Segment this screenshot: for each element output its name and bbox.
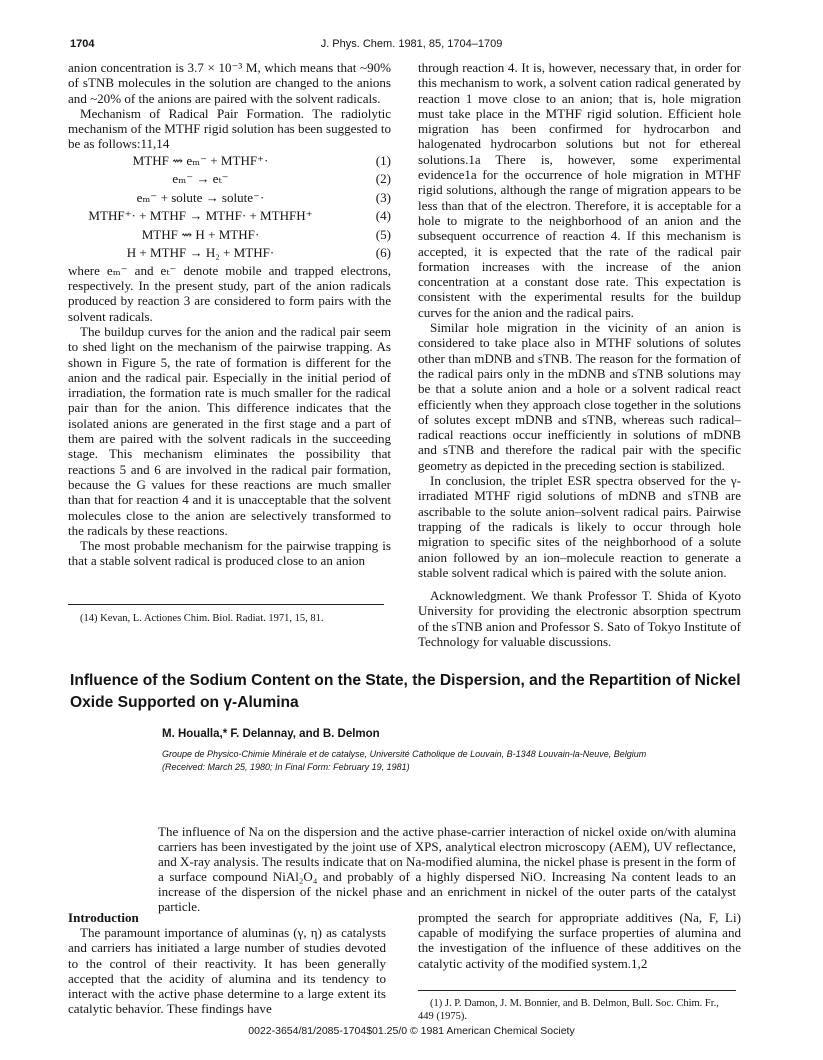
section-heading: Introduction: [68, 910, 139, 925]
footnote: (14) Kevan, L. Actiones Chim. Biol. Radiat. 1971, 15, 81.: [80, 613, 324, 624]
paragraph: Mechanism of Radical Pair Formation. The radiolytic mechanism of the MTHF rigid solution has been suggested to be as follows:11,14: [68, 105, 391, 152]
equation-body: MTHF ⇝ eₘ⁻ + MTHF⁺·: [132, 152, 269, 168]
paragraph: The buildup curves for the anion and the radical pair seem to shed light on the mechanism of the pairwise trapping. As shown in Figure 5, the rate of formation is different for the anion and the radical pair. Especially in the initial period of irradiation, the formation rate is much smaller for the radical pair than for the anion. This difference indicates that the isolated anions are generated in the first stage and a part of them are paired with the solvent radicals in the succeeding stage. This mechanism eliminates the possibility that reactions 5 and 6 are involved in the radical pair formation, because the G values for these reactions are much smaller than that for reaction 4 and it is unacceptable that the solvent molecules close to the anion are selectively transformed to the radicals by these reactions.: [68, 323, 391, 538]
equation-body: MTHF⁺· + MTHF → MTHF· + MTHFH⁺: [88, 208, 313, 224]
paragraph: through reaction 4. It is, however, necessary that, in order for this mechanism to work, a solvent cation radical generated by reaction 1 move close to an anion; that is, hole migration must take place in the MTHF rigid solution. Efficient hole migration has been confirmed for hydrocarbon and halogenated hydrocarbon solutions but not for ethereal solutions.1a There is, however, some experimental evidence1a for the occurrence of hole migration in MTHF rigid solutions, although the range of migration appears to be less than that of the electron. Therefore, it is acceptable for a hole to migrate to the neighborhood of an anion and the subsequent occurrence of reaction 4. If this mechanism is accepted, it is expected that the rate of the radical pair formation increases with the increase of the anion concentration at a constant dose rate. This expectation is consistent with the experimental results for the buildup curves for the anion and the radical pairs.: [418, 60, 741, 320]
equation-number: (3): [375, 189, 391, 205]
equation: [68, 152, 391, 171]
abstract: The influence of Na on the dispersion and the active phase-carrier interaction of nickel oxide on/with alumina carriers has been investigated by the joint use of XPS, analytical electron microscopy (AEM), UV reflectance, and X-ray analysis. The results indicate that on Na-modified alumina, the nickel phase is present in the form of a surface compound NiAl₂O₄ and probably of a highly dispersed NiO. Increasing Na content leads to an increase of the dispersion of the nickel phase and an enrichment in nickel of the outer parts of the catalyst particle.: [158, 824, 736, 915]
equation-number: (2): [375, 171, 391, 187]
paragraph: The paramount importance of aluminas (γ, η) as catalysts and carriers has initiated a large number of studies devoted to the control of their reactivity. It has been generally accepted that the acidity of alumina and its tendency to interact with the active phase determine to a large extent its catalytic behavior. These findings have: [68, 925, 386, 1017]
equation: [68, 244, 391, 263]
paragraph: anion concentration is 3.7 × 10⁻³ M, which means that ~90% of sTNB molecules in the solution are changed to the anions and ~20% of the anions are paired with the solvent radicals.: [68, 60, 391, 106]
paragraph: In conclusion, the triplet ESR spectra observed for the γ-irradiated MTHF rigid solutions of mDNB and sTNB are ascribable to the solute anion–solvent radical pairs. Pairwise trapping of the radicals is likely to occur through hole migration to specific sites of the neighborhood of a solute anion followed by an ion–molecule reaction to generate a stable solvent radical which is paired with the solute anion.: [418, 473, 741, 580]
equation-body: eₘ⁻ → eₜ⁻: [172, 171, 229, 187]
equation: [68, 189, 391, 208]
equation: [68, 170, 391, 189]
authors: M. Houalla,* F. Delannay, and B. Delmon: [162, 728, 380, 740]
equation-list: [68, 152, 391, 263]
equation-number: (5): [375, 226, 391, 242]
paragraph: The most probable mechanism for the pairwise trapping is that a stable solvent radical is produced close to an anion: [68, 538, 391, 569]
equation-body: H + MTHF → H₂ + MTHF·: [126, 245, 275, 261]
received-dates: (Received: March 25, 1980; In Final Form: February 19, 1981): [162, 761, 410, 772]
equation: [68, 207, 391, 226]
copyright-footer: 0022-3654/81/2085-1704$01.25/0 © 1981 American Chemical Society: [248, 1025, 575, 1037]
article-title: Influence of the Sodium Content on the State, the Dispersion, and the Repartition of Nickel Oxide Supported on γ-Alumina: [70, 672, 741, 711]
affiliation-text: Groupe de Physico-Chimie Minérale et de catalyse, Université Catholique de Louvain, B-1348 Louvain-la-Neuve, Belgium: [162, 749, 647, 759]
page-number: 1704: [70, 38, 95, 50]
running-head: J. Phys. Chem. 1981, 85, 1704–1709: [320, 38, 503, 50]
equation-body: MTHF ⇝ H + MTHF·: [141, 226, 260, 242]
equation-number: (6): [375, 245, 391, 261]
equation-number: (1): [375, 152, 391, 168]
equation-number: (4): [375, 208, 391, 224]
paragraph: Similar hole migration in the vicinity of an anion is considered to take place also in MTHF solutions of solutes other than mDNB and sTNB. The reason for the formation of the radical pairs only in the mDNB and sTNB solutions may be that a solute anion and a hole or a solvent radical react efficiently when they approach close together in the solutions of solutes except mDNB and sTNB, whereas such radical–radical reactions occur inefficiently in solutions of mDNB and sTNB and therefore the radical pair with the specific geometry as depicted in the preceding section is stabilized.: [418, 320, 741, 473]
equation-body: eₘ⁻ + solute → solute⁻·: [136, 189, 265, 205]
acknowledgment: Acknowledgment. We thank Professor T. Shida of Kyoto University for providing the electronic absorption spectrum of the sTNB anion and Professor S. Sato of Tokyo Institute of Technology for valuable discussions.: [418, 588, 741, 649]
right-column: [418, 60, 741, 649]
footnote-divider: [68, 604, 384, 605]
left-column: [68, 60, 391, 569]
equation: [68, 226, 391, 245]
paragraph: where eₘ⁻ and eₜ⁻ denote mobile and trapped electrons, respectively. In the present study, part of the anion radicals produced by reaction 3 are considered to form pairs with the solvent radicals.: [68, 262, 391, 324]
footnote: (1) J. P. Damon, J. M. Bonnier, and B. Delmon, Bull. Soc. Chim. Fr., 449 (1975).: [418, 998, 719, 1022]
intro-left-column: [68, 910, 386, 1016]
affiliation: [162, 748, 732, 773]
footnote-divider: [418, 990, 736, 991]
intro-right-column: prompted the search for appropriate additives (Na, F, Li) capable of modifying the surface properties of alumina and the investigation of the influence of these additives on the catalytic activity of the modified system.1,2: [418, 910, 741, 971]
